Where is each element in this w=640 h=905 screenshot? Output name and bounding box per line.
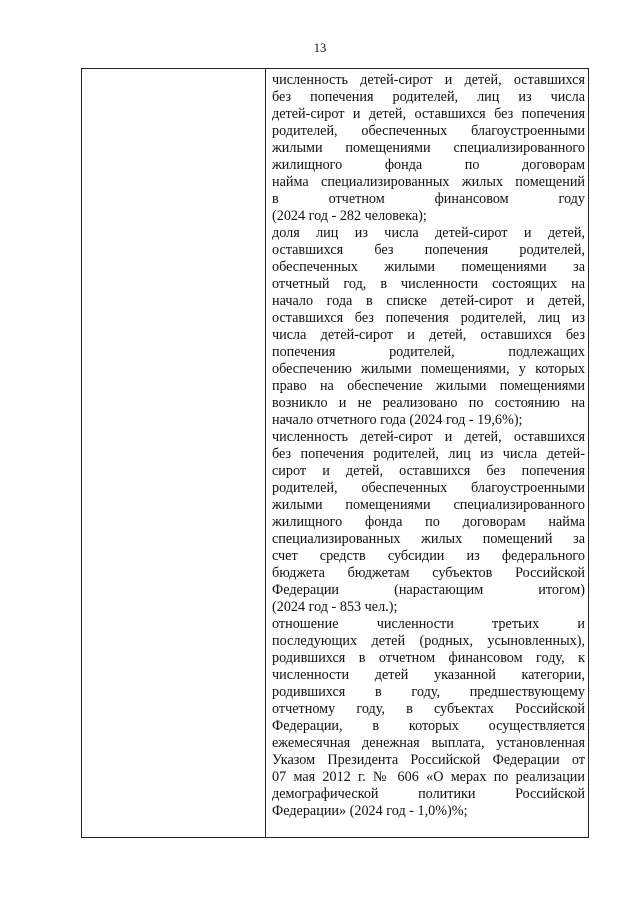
text-line: начало года в списке детей-сирот и детей,: [272, 293, 585, 309]
text-line: доля лиц из числа детей-сирот и детей,: [272, 225, 585, 241]
text-line: право на обеспечение жилыми помещениями: [272, 378, 585, 394]
text-line: бюджета бюджетам субъектов Российской: [272, 565, 585, 581]
text-line: родившихся в году, предшествующему: [272, 684, 585, 700]
text-line: специализированных жилых помещений за: [272, 531, 585, 547]
text-line: попечения родителей, подлежащих: [272, 344, 585, 360]
table-left-cell: [82, 69, 265, 837]
text-line: найма специализированных жилых помещений: [272, 174, 585, 190]
text-line: в отчетном финансовом году: [272, 191, 585, 207]
text-line: отчетный год, в численности состоящих на: [272, 276, 585, 292]
text-line: последующих детей (родных, усыновленных),: [272, 633, 585, 649]
text-line: родителей, обеспеченных благоустроенными: [272, 480, 585, 496]
text-line: (2024 год - 282 человека);: [272, 208, 427, 224]
text-line: жилыми помещениями специализированного: [272, 140, 585, 156]
text-line: ежемесячная денежная выплата, установленная: [272, 735, 585, 751]
document-table: [81, 68, 589, 838]
text-line: начало отчетного года (2024 год - 19,6%);: [272, 412, 523, 428]
text-line: 07 мая 2012 г. № 606 «О мерах по реализации: [272, 769, 585, 785]
text-line: численность детей-сирот и детей, оставшихся: [272, 72, 585, 88]
text-line: Федерации (нарастающим итогом): [272, 582, 585, 598]
text-line: демографической политики Российской: [272, 786, 585, 802]
text-line: оставшихся без попечения родителей,: [272, 242, 585, 258]
table-right-cell: [272, 72, 585, 820]
text-line: обеспечению жилыми помещениями, у которых: [272, 361, 585, 377]
text-line: жилищного фонда по договорам найма: [272, 514, 585, 530]
text-line: отчетному году, в субъектах Российской: [272, 701, 585, 717]
text-line: численность детей-сирот и детей, оставшихся: [272, 429, 585, 445]
column-divider: [265, 69, 266, 837]
text-line: родителей, обеспеченных благоустроенными: [272, 123, 585, 139]
text-line: числа детей-сирот и детей, оставшихся без: [272, 327, 585, 343]
text-line: жилищного фонда по договорам: [272, 157, 585, 173]
text-line: сирот и детей, оставшихся без попечения: [272, 463, 585, 479]
text-line: Указом Президента Российской Федерации от: [272, 752, 585, 768]
text-line: без попечения родителей, лиц из числа детей-: [272, 446, 585, 462]
text-line: Федерации» (2024 год - 1,0%)%;: [272, 803, 468, 819]
page-number: 13: [313, 41, 327, 55]
text-line: счет средств субсидии из федерального: [272, 548, 585, 564]
text-line: детей-сирот и детей, оставшихся без попечения: [272, 106, 585, 122]
text-line: без попечения родителей, лиц из числа: [272, 89, 585, 105]
text-line: Федерации, в которых осуществляется: [272, 718, 585, 734]
text-line: оставшихся без попечения родителей, лиц из: [272, 310, 585, 326]
text-line: (2024 год - 853 чел.);: [272, 599, 398, 615]
text-line: жилыми помещениями специализированного: [272, 497, 585, 513]
text-line: обеспеченных жилыми помещениями за: [272, 259, 585, 275]
text-line: возникло и не реализовано по состоянию на: [272, 395, 585, 411]
text-line: отношение численности третьих и: [272, 616, 585, 632]
text-line: численности детей указанной категории,: [272, 667, 585, 683]
text-line: родившихся в отчетном финансовом году, к: [272, 650, 585, 666]
